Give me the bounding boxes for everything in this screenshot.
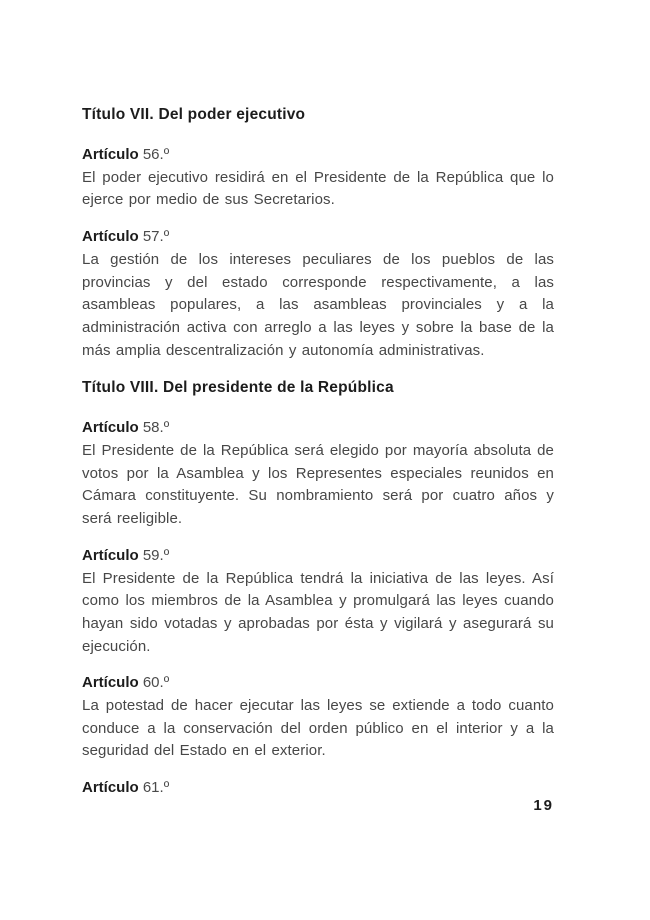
page-content [82, 103, 554, 814]
article-number: 58.º [142, 419, 170, 437]
article-heading [82, 417, 554, 440]
article-number: 61.º [142, 779, 170, 797]
article-label: Artículo [82, 228, 139, 246]
article-heading [82, 545, 554, 568]
article-number: 56.º [142, 146, 170, 163]
article-body: El Presidente de la República será elegido por mayoría absoluta de votos por la Asamblea y los Representes especiales reunidos en Cámara constituyente. Su nombramiento será por cuatro años y será reeligible. [82, 442, 554, 528]
article-body: El Presidente de la República tendrá la iniciativa de las leyes. Así como los miembros de la Asamblea y promulgará las leyes cuando hayan sido votadas y aprobadas por ésta y vigilará y asegurará su ejecución. [82, 569, 554, 655]
article-heading [82, 226, 554, 249]
article-60 [82, 672, 554, 763]
article-57 [82, 226, 554, 362]
article-body: El poder ejecutivo residirá en el Presidente de la República que lo ejerce por medio de sus Secretarios. [82, 168, 554, 209]
article-body: La gestión de los intereses peculiares de los pueblos de las provincias y del estado corresponde respectivamente, a las asambleas populares, a las asambleas provinciales y a la administración activa con arreglo a las leyes y sobre la base de la más amplia descentralización y autonomía administrativas. [82, 250, 554, 359]
section-titulo-viii [82, 376, 554, 800]
article-number: 60.º [142, 674, 170, 692]
article-label: Artículo [82, 779, 139, 797]
section-heading: Título VII. Del poder ejecutivo [82, 106, 306, 123]
article-56 [82, 144, 554, 212]
section-heading: Título VIII. Del presidente de la República [82, 379, 394, 397]
article-number: 59.º [142, 546, 170, 564]
article-label: Artículo [82, 546, 139, 564]
article-heading [82, 672, 554, 695]
article-label: Artículo [82, 146, 139, 163]
article-58 [82, 417, 554, 531]
article-heading [82, 144, 554, 167]
article-label: Artículo [82, 419, 139, 437]
article-number: 57.º [142, 228, 170, 246]
article-59 [82, 545, 554, 659]
article-label: Artículo [82, 674, 139, 692]
article-body: La potestad de hacer ejecutar las leyes se extiende a todo cuanto conduce a la conservación del orden público en el interior y a la seguridad del Estado en el exterior. [82, 697, 554, 760]
page-number: 19 [533, 797, 554, 814]
section-titulo-vii [82, 103, 554, 362]
